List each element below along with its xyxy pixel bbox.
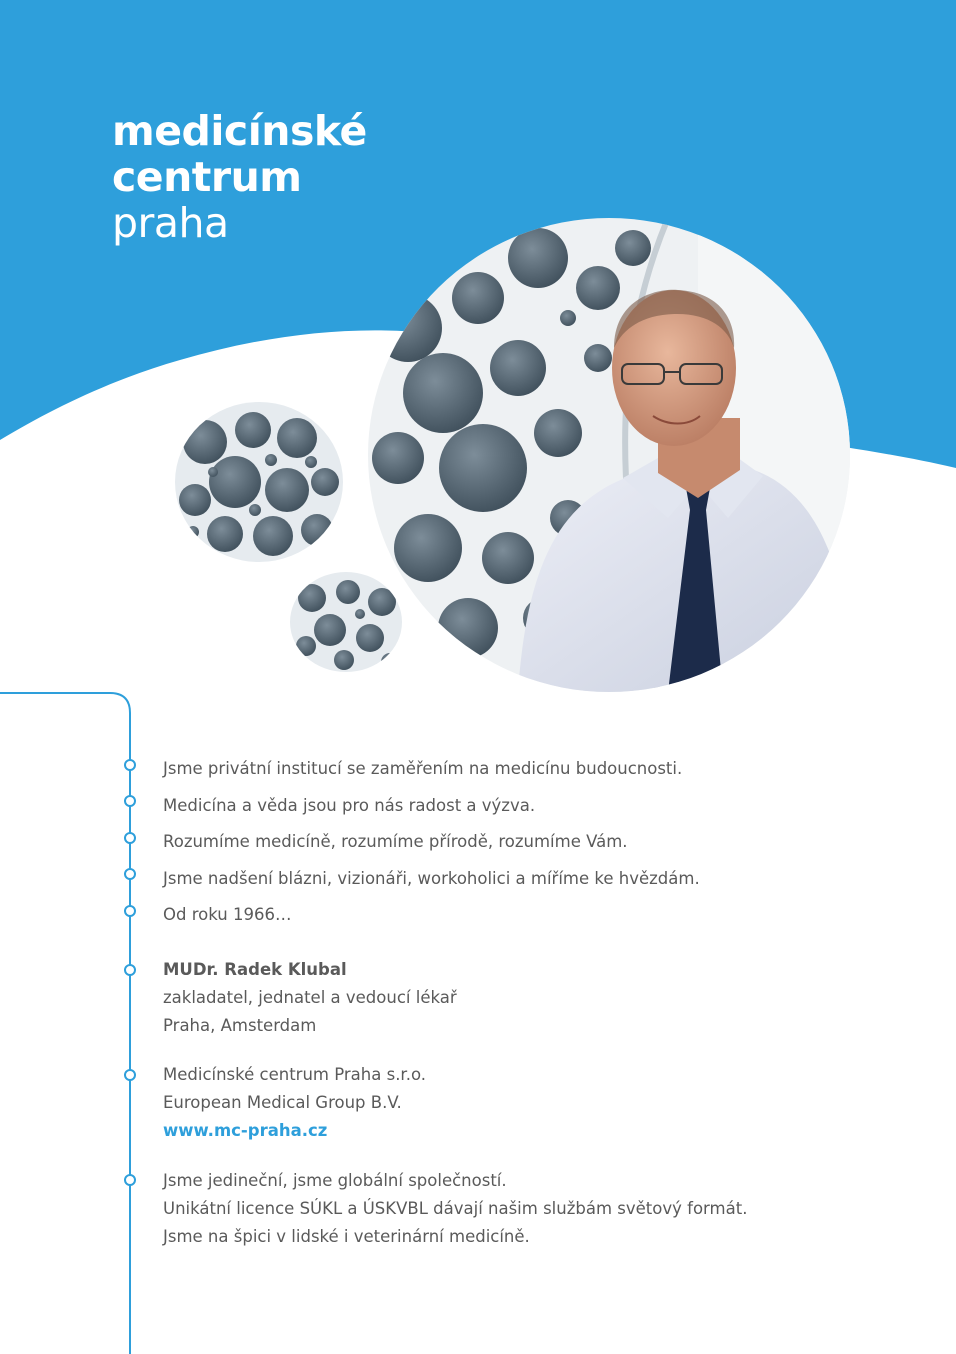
statement-item: Jsme nadšení blázni, vizionáři, workoholici a míříme ke hvězdám. — [163, 868, 700, 888]
company-name-1: Medicínské centrum Praha s.r.o. — [163, 1065, 427, 1084]
portrait-photo — [368, 218, 850, 692]
person-location: Praha, Amsterdam — [163, 1016, 317, 1035]
logo-line-2: centrum — [112, 153, 302, 201]
closing-line: Jsme na špici v lidské i veterinární medicíně. — [163, 1227, 530, 1246]
person-role: zakladatel, jednatel a vedoucí lékař — [163, 988, 457, 1007]
closing-block — [163, 1167, 747, 1251]
statement-item: Medicína a věda jsou pro nás radost a výzva. — [163, 795, 536, 815]
logo-line-1: medicínské — [112, 107, 367, 155]
person-name: MUDr. Radek Klubal — [163, 960, 347, 979]
website-link[interactable]: www.mc-praha.cz — [163, 1121, 328, 1140]
closing-line: Unikátní licence SÚKL a ÚSKVBL dávají našim službám světový formát. — [163, 1199, 748, 1218]
logo-line-3: praha — [112, 199, 229, 247]
statements-list — [163, 751, 700, 934]
statement-item: Od roku 1966… — [163, 905, 292, 925]
person-block — [163, 956, 457, 1040]
bubble-pattern-photo-medium — [175, 402, 343, 562]
statement-item: Jsme privátní institucí se zaměřením na medicínu budoucnosti. — [163, 759, 683, 778]
statement-item: Rozumíme medicíně, rozumíme přírodě, rozumíme Vám. — [163, 832, 628, 852]
brand-logo — [112, 108, 367, 246]
timeline-line — [0, 690, 140, 1354]
closing-line: Jsme jedineční, jsme globální společností. — [163, 1171, 507, 1190]
company-name-2: European Medical Group B.V. — [163, 1093, 402, 1112]
company-block — [163, 1061, 426, 1145]
